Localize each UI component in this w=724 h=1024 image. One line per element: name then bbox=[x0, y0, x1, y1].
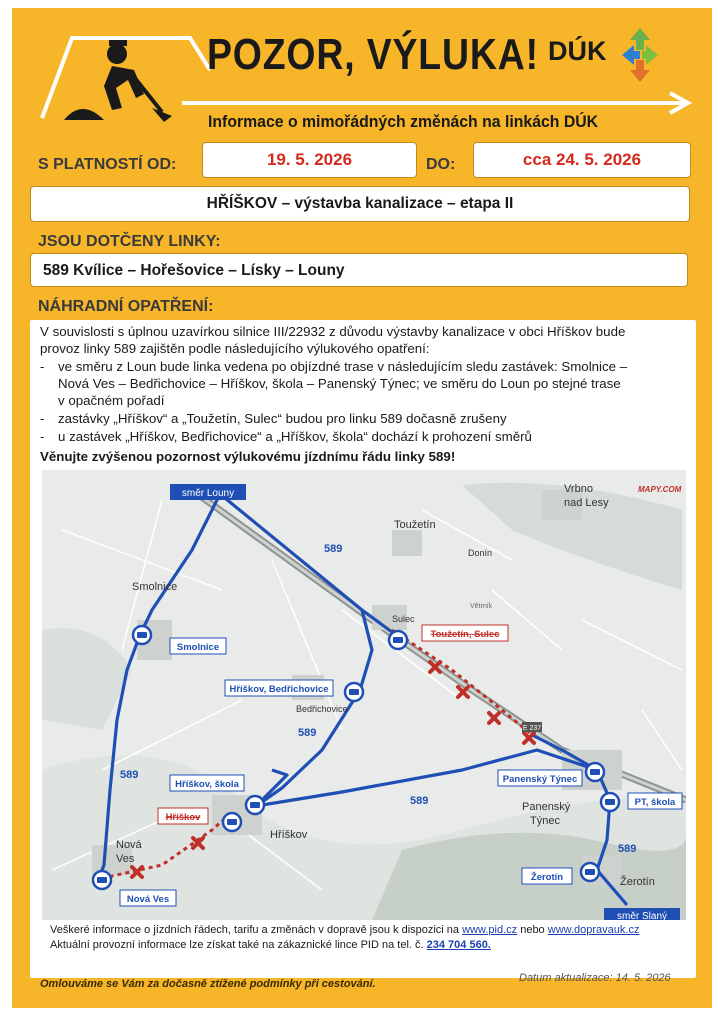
valid-from-label: S PLATNOSTÍ OD: bbox=[38, 156, 177, 173]
stop-label-panensky-tynec: Panenský Týnec bbox=[502, 774, 578, 785]
stop-label-zerotin: Žerotín bbox=[530, 872, 564, 883]
stop-label-touzetin-sulec-cancelled: Toužetín, Sulec bbox=[430, 629, 500, 640]
dopravauk-link[interactable]: www.dopravauk.cz bbox=[547, 924, 640, 936]
place-vetrnik: Větrník bbox=[470, 603, 493, 610]
bus-stop-icon bbox=[601, 793, 619, 811]
direction-louny: směr Louny bbox=[181, 488, 235, 499]
place-vrbno: Vrbno bbox=[564, 483, 593, 495]
page-subtitle: Informace o mimořádných změnách na linkách DÚK bbox=[208, 112, 599, 131]
place-touzetin: Toužetín bbox=[394, 519, 436, 531]
measure-bullet-3: u zastávek „Hříškov, Bedřichovice“ a „Hříškov, škola“ dochází k prohození směrů bbox=[58, 429, 532, 444]
road-sign-label: E 237 bbox=[522, 725, 542, 732]
place-zerotin: Žerotín bbox=[620, 876, 655, 888]
attention-note: Věnujte zvýšenou pozornost výlukovému jízdnímu řádu linky 589! bbox=[40, 449, 456, 464]
place-panensky: Panenský bbox=[522, 801, 571, 813]
bus-stop-icon bbox=[223, 813, 241, 831]
bus-stop-icon bbox=[389, 631, 407, 649]
apology-text: Omlouváme se Vám za dočasně ztížené podmínky při cestování. bbox=[40, 978, 376, 990]
mapy-logo-text: MAPY.COM bbox=[638, 485, 682, 494]
stop-label-hriskov-cancelled: Hříškov bbox=[165, 812, 201, 823]
measure-bullet-1a: ve směru z Loun bude linka vedena po objízdné trase v následujícím sledu zastávek: Smolnice – bbox=[58, 359, 628, 374]
road-worker-icon bbox=[64, 40, 172, 122]
notice-sheet bbox=[12, 8, 712, 1008]
valid-from-value: 19. 5. 2026 bbox=[202, 142, 417, 178]
place-smolnice: Smolnice bbox=[132, 581, 178, 593]
valid-to-value: cca 24. 5. 2026 bbox=[473, 142, 691, 178]
place-nad-lesy: nad Lesy bbox=[564, 497, 609, 509]
closure-reason: HŘÍŠKOV – výstavba kanalizace – etapa II bbox=[30, 186, 690, 222]
footer-info-line: Veškeré informace o jízdních řádech, tarifu a změnách v dopravě jsou k dispozici na www.pid.cz nebo www.dopravauk.cz bbox=[50, 924, 640, 936]
bullet-dash: - bbox=[40, 359, 45, 374]
map-canvas bbox=[42, 470, 686, 920]
page-title: POZOR, VÝLUKA! bbox=[207, 30, 539, 79]
affected-line: 589 Kvílice – Hořešovice – Lísky – Louny bbox=[30, 253, 688, 287]
duk-logo-text: DÚK bbox=[548, 36, 607, 66]
measure-bullet-1c: v opačném pořadí bbox=[58, 393, 165, 408]
measures-intro-1: V souvislosti s úplnou uzavírkou silnice III/22932 z důvodu výstavby kanalizace v obci Hříškov bude bbox=[40, 324, 626, 339]
affected-lines-label: JSOU DOTČENY LINKY: bbox=[38, 233, 221, 250]
place-tynec: Týnec bbox=[530, 815, 560, 827]
detour-map bbox=[42, 470, 686, 920]
direction-slany: směr Slaný bbox=[616, 911, 668, 920]
bus-stop-icon bbox=[581, 863, 599, 881]
duk-arrows-logo-icon bbox=[620, 26, 660, 84]
line-number-label: 589 bbox=[120, 769, 139, 781]
bullet-dash: - bbox=[40, 411, 45, 426]
place-ves: Ves bbox=[116, 853, 135, 865]
place-sulec: Sulec bbox=[392, 614, 415, 624]
line-number-label: 589 bbox=[618, 843, 637, 855]
bus-stop-icon bbox=[586, 763, 604, 781]
line-number-label: 589 bbox=[324, 543, 343, 555]
pid-link[interactable]: www.pid.cz bbox=[462, 924, 518, 936]
stop-label-bedrichovice: Hříškov, Bedřichovice bbox=[229, 684, 329, 695]
stop-label-nova-ves: Nová Ves bbox=[126, 894, 170, 905]
measures-label: NÁHRADNÍ OPATŘENÍ: bbox=[38, 298, 214, 315]
phone-number[interactable]: 234 704 560. bbox=[426, 939, 491, 951]
place-hriskov: Hříškov bbox=[270, 829, 308, 841]
stop-label-pt-skola: PT, škola bbox=[634, 797, 676, 808]
footer-phone-line: Aktuální provozní informace lze získat také na zákaznické lince PID na tel. č. 234 704 560. bbox=[50, 939, 491, 951]
valid-to-label: DO: bbox=[426, 156, 456, 173]
place-nova: Nová bbox=[116, 839, 142, 851]
bus-stop-icon bbox=[133, 626, 151, 644]
update-date: Datum aktualizace: 14. 5. 2026 bbox=[519, 972, 671, 984]
line-number-label: 589 bbox=[298, 727, 317, 739]
bus-stop-icon bbox=[246, 796, 264, 814]
stop-label-skola: Hříškov, škola bbox=[175, 779, 239, 790]
bus-stop-icon bbox=[93, 871, 111, 889]
bus-stop-icon bbox=[345, 683, 363, 701]
measure-bullet-2: zastávky „Hříškov“ a „Toužetín, Sulec“ budou pro linku 589 dočasně zrušeny bbox=[58, 411, 507, 426]
measures-intro-2: provoz linky 589 zajištěn podle následujícího výlukového opatření: bbox=[40, 341, 430, 356]
place-donin: Donín bbox=[468, 548, 493, 558]
stop-label-smolnice: Smolnice bbox=[176, 642, 220, 653]
line-number-label: 589 bbox=[410, 795, 429, 807]
place-bedrichovice: Bedřichovice bbox=[296, 704, 348, 714]
measure-bullet-1b: Nová Ves – Bedřichovice – Hříškov, škola – Panenský Týnec; ve směru do Loun po stejné trase bbox=[58, 376, 621, 391]
bullet-dash: - bbox=[40, 429, 45, 444]
